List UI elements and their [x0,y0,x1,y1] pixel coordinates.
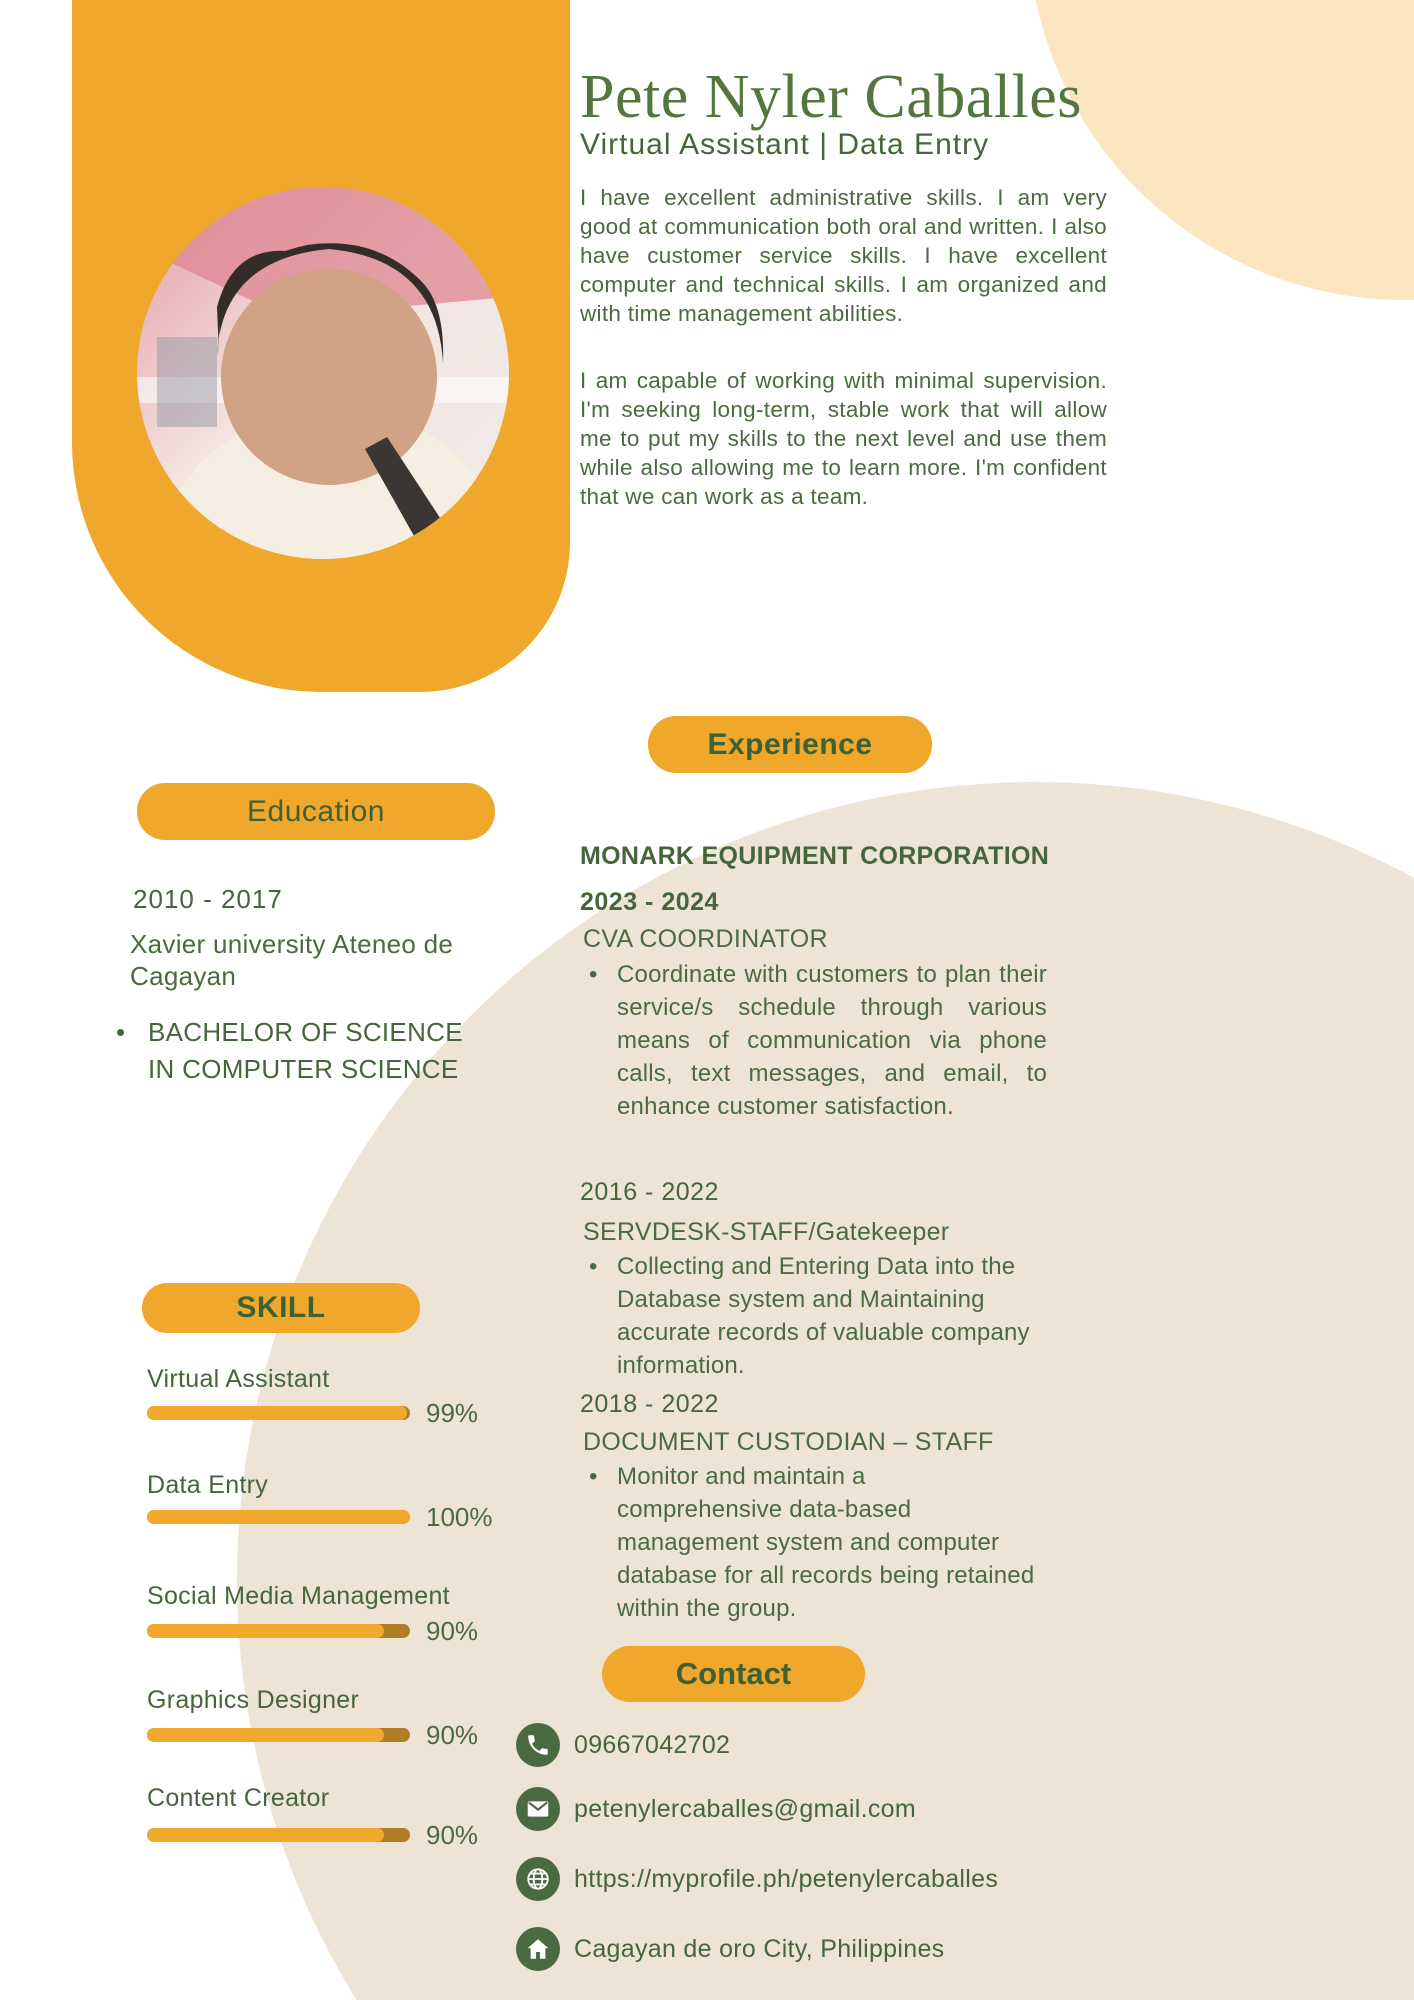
skill-label: Data Entry [147,1471,269,1499]
job-duty-list [585,1250,1055,1382]
contact-email[interactable]: petenylercaballes@gmail.com [574,1794,916,1823]
photo-backdrop-blob [72,0,570,692]
contact-phone: 09667042702 [574,1730,731,1759]
skill-heading-pill [142,1283,420,1333]
education-period: 2010 - 2017 [133,884,283,914]
skill-bar-fill [147,1406,407,1420]
profile-photo-illustration [137,187,509,559]
skill-heading-label: SKILL [236,1291,326,1324]
skill-bar [147,1828,410,1842]
skill-label: Content Creator [147,1784,330,1812]
job-role: CVA COORDINATOR [583,925,828,953]
person-title: Virtual Assistant | Data Entry [580,128,990,161]
skill-percent: 99% [426,1398,479,1428]
job-duty-list [585,958,1047,1123]
mail-icon [516,1787,560,1831]
profile-photo [137,187,509,559]
job-period: 2023 - 2024 [580,888,719,916]
skill-bar [147,1624,410,1638]
contact-row-address [516,1926,944,1972]
skill-bar-fill [147,1510,410,1524]
job-duty: • Collecting and Entering Data into the Database system and Maintaining accurate records of valuable company information. [585,1250,1055,1382]
skill-percent: 90% [426,1616,479,1646]
globe-icon [516,1857,560,1901]
skill-bar [147,1728,410,1742]
contact-address: Cagayan de oro City, Philippines [574,1934,945,1963]
job-duty-list [585,1460,1037,1625]
summary-paragraph-1: I have excellent administrative skills. I am very good at communication both oral and written. I also have customer service skills. I have excellent computer and technical skills. I am organized and with time management abilities. [580,185,1107,326]
skill-bar [147,1510,410,1524]
skill-percent: 100% [426,1502,493,1532]
skill-percent: 90% [426,1820,479,1850]
experience-heading-pill [648,716,932,773]
contact-row-phone [516,1722,730,1768]
skill-label: Graphics Designer [147,1686,360,1714]
job-role: DOCUMENT CUSTODIAN – STAFF [583,1428,994,1456]
contact-heading-label: Contact [675,1656,792,1691]
phone-icon [516,1723,560,1767]
skill-bar-fill [147,1624,384,1638]
skill-bar-fill [147,1828,384,1842]
job-period: 2018 - 2022 [580,1390,719,1418]
education-heading-label: Education [247,794,385,828]
skill-label: Social Media Management [147,1582,450,1610]
skill-bar [147,1406,410,1420]
skill-label: Virtual Assistant [147,1365,330,1393]
contact-row-website [516,1856,998,1902]
experience-company: MONARK EQUIPMENT CORPORATION [580,842,1050,870]
education-heading-pill [137,783,495,840]
skill-percent: 90% [426,1720,479,1750]
contact-website[interactable]: https://myprofile.ph/petenylercaballes [574,1864,999,1893]
experience-heading-label: Experience [707,727,873,761]
contact-heading-pill [602,1646,865,1702]
summary-paragraph-2: I am capable of working with minimal supervision. I'm seeking long-term, stable work that will allow me to put my skills to the next level and use them while also allowing me to learn more. I'm confident that we can work as a team. [580,368,1107,509]
education-school: Xavier university Ateneo de Cagayan [130,929,454,991]
home-icon [516,1927,560,1971]
contact-row-email [516,1786,916,1832]
job-duty: • Coordinate with customers to plan their service/s schedule through various means of communication via phone calls, text messages, and email, to enhance customer satisfaction. [585,958,1047,1123]
job-role: SERVDESK-STAFF/Gatekeeper [583,1218,950,1246]
job-period: 2016 - 2022 [580,1178,719,1206]
person-name: Pete Nyler Caballes [580,63,1082,131]
skill-bar-fill [147,1728,384,1742]
education-degree: • BACHELOR OF SCIENCE IN COMPUTER SCIENCE [112,1014,472,1088]
job-duty: • Monitor and maintain a comprehensive data-based management system and computer database for all records being retained within the group. [585,1460,1037,1625]
education-degree-list [112,1014,472,1088]
